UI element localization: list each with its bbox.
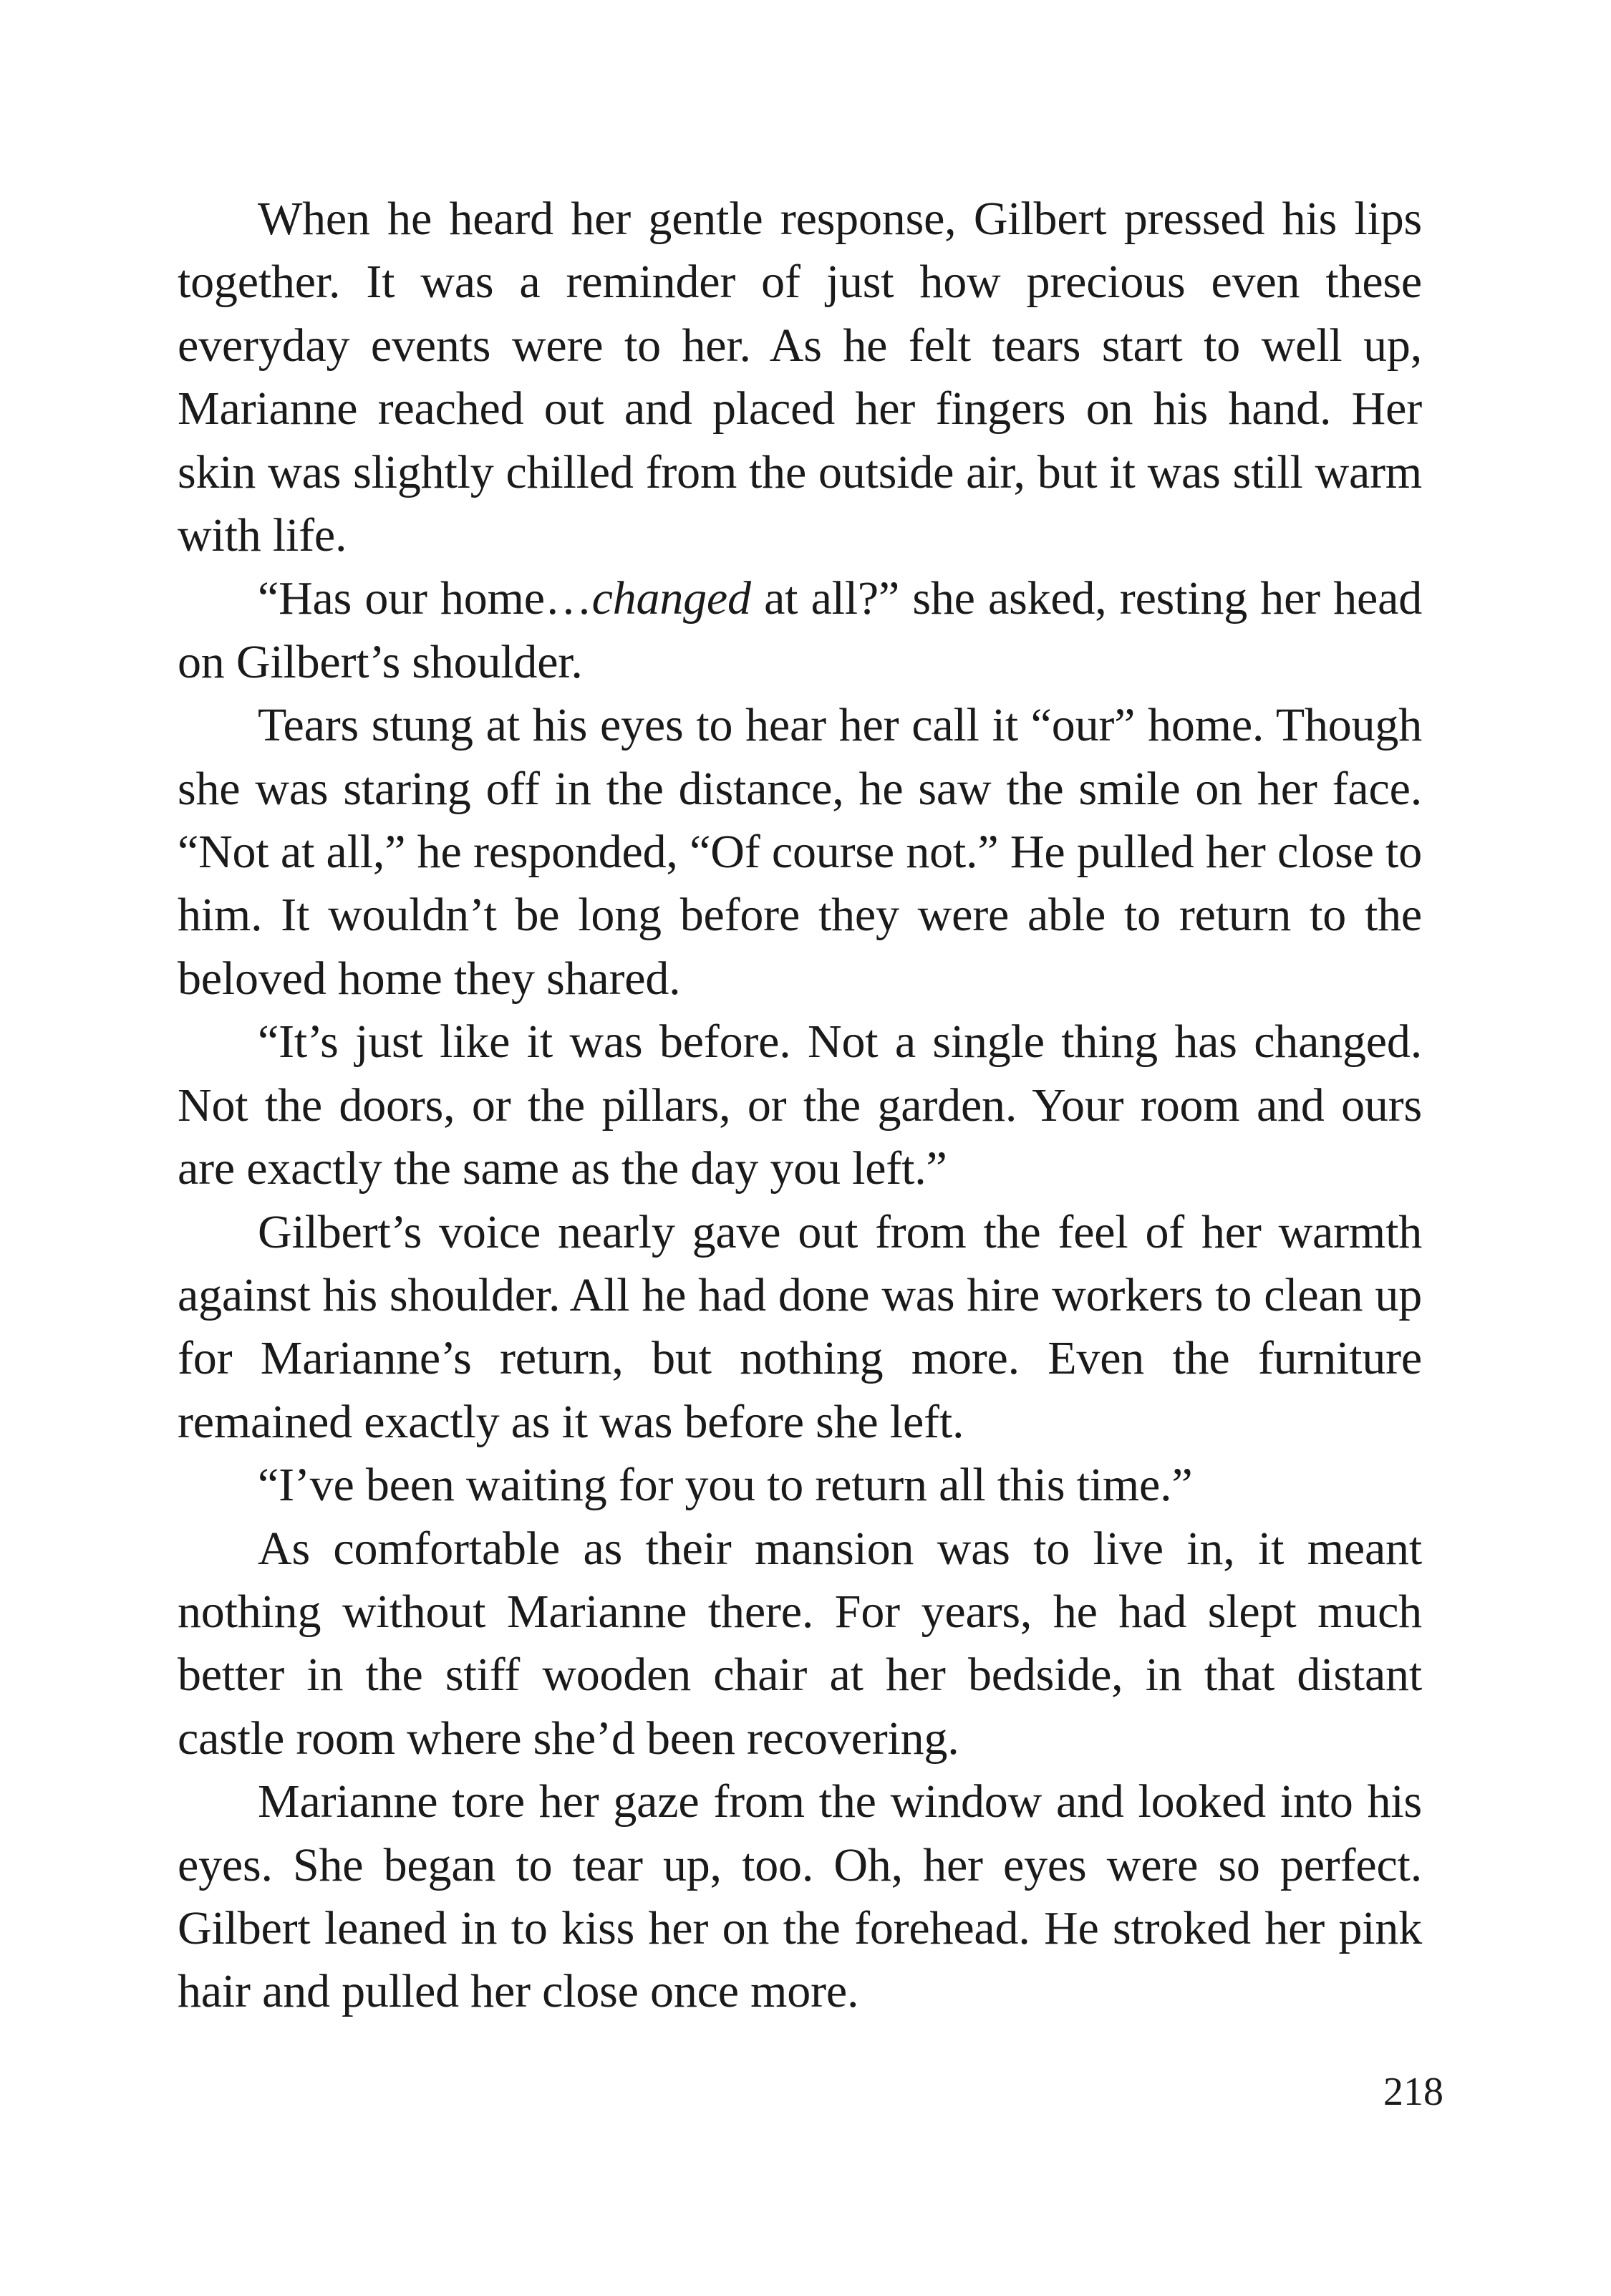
- text-run: at all?” she asked, resting her head on Gilbert’s shoulder.: [178, 572, 1422, 688]
- paragraph: Marianne tore her gaze from the window and looked into his eyes. She began to tear up, too. Oh, her eyes were so perfect. Gilbert leaned in to kiss her on the forehead. He stroked her pink hair and pulled her close once more.: [178, 1775, 1422, 2018]
- paragraph: “I’ve been waiting for you to return all this time.”: [258, 1459, 1193, 1512]
- paragraph: As comfortable as their mansion was to live in, it meant nothing without Marianne there. For years, he had slept much better in the stiff wooden chair at her bedside, in that distant castle room where she’d been recovering.: [178, 1522, 1422, 1765]
- paragraph: [178, 567, 1422, 694]
- page-number: 218: [1383, 2070, 1443, 2114]
- paragraph: Gilbert’s voice nearly gave out from the feel of her warmth against his shoulder. All he had done was hire workers to clean up for Marianne’s return, but nothing more. Even the furniture remained exactly as it was before she left.: [178, 1205, 1422, 1448]
- paragraph: Tears stung at his eyes to hear her call it “our” home. Though she was staring off in the distance, he saw the smile on her face. “Not at all,” he responded, “Of course not.” He pulled her close to him. It wouldn’t be long before they were able to return to the beloved home they shared.: [178, 699, 1422, 1005]
- emphasized-word: changed: [591, 572, 751, 625]
- paragraph: When he heard her gentle response, Gilbert pressed his lips together. It was a reminder of just how precious even these everyday events were to her. As he felt tears start to well up, Marianne reached out and placed her fingers on his hand. Her skin was slightly chilled from the outside air, but it was still warm with life.: [178, 193, 1422, 562]
- paragraph: “It’s just like it was before. Not a single thing has changed. Not the doors, or the pillars, or the garden. Your room and ours are exactly the same as the day you left.”: [178, 1016, 1422, 1195]
- body-text: [178, 188, 1422, 2024]
- text-run: “Has our home…: [258, 572, 592, 625]
